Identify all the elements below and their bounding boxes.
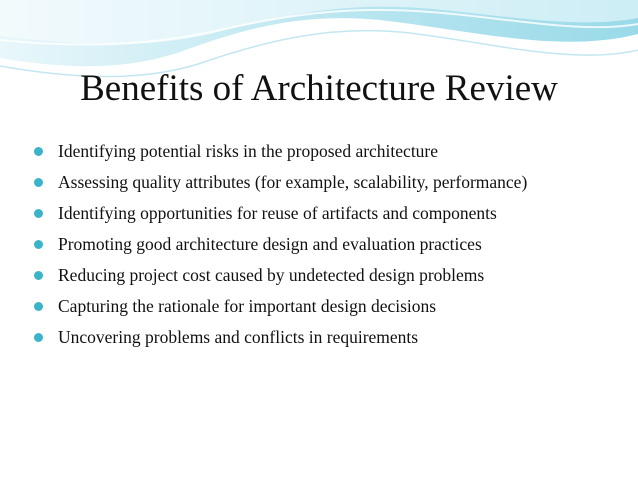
list-item — [34, 234, 624, 255]
bullet-text: Capturing the rationale for important design decisions — [58, 296, 437, 316]
bullet-icon — [34, 240, 43, 249]
bullet-text: Promoting good architecture design and evaluation practices — [58, 234, 482, 254]
bullet-text: Identifying potential risks in the proposed architecture — [58, 141, 439, 161]
bullet-icon — [34, 209, 43, 218]
list-item — [34, 203, 624, 224]
list-item — [34, 141, 624, 162]
bullet-icon — [34, 302, 43, 311]
list-item — [34, 172, 624, 193]
bullet-text: Assessing quality attributes (for example, scalability, performance) — [58, 172, 528, 192]
list-item — [34, 296, 624, 317]
bullet-text: Reducing project cost caused by undetected design problems — [58, 265, 485, 285]
bullet-icon — [34, 333, 43, 342]
bullet-text: Identifying opportunities for reuse of artifacts and components — [58, 203, 497, 223]
bullet-icon — [34, 147, 43, 156]
slide-title: Benefits of Architecture Review — [80, 68, 558, 109]
bullet-list — [34, 141, 624, 358]
bullet-icon — [34, 271, 43, 280]
bullet-text: Uncovering problems and conflicts in requirements — [58, 327, 419, 347]
list-item — [34, 327, 624, 348]
list-item — [34, 265, 624, 286]
bullet-icon — [34, 178, 43, 187]
